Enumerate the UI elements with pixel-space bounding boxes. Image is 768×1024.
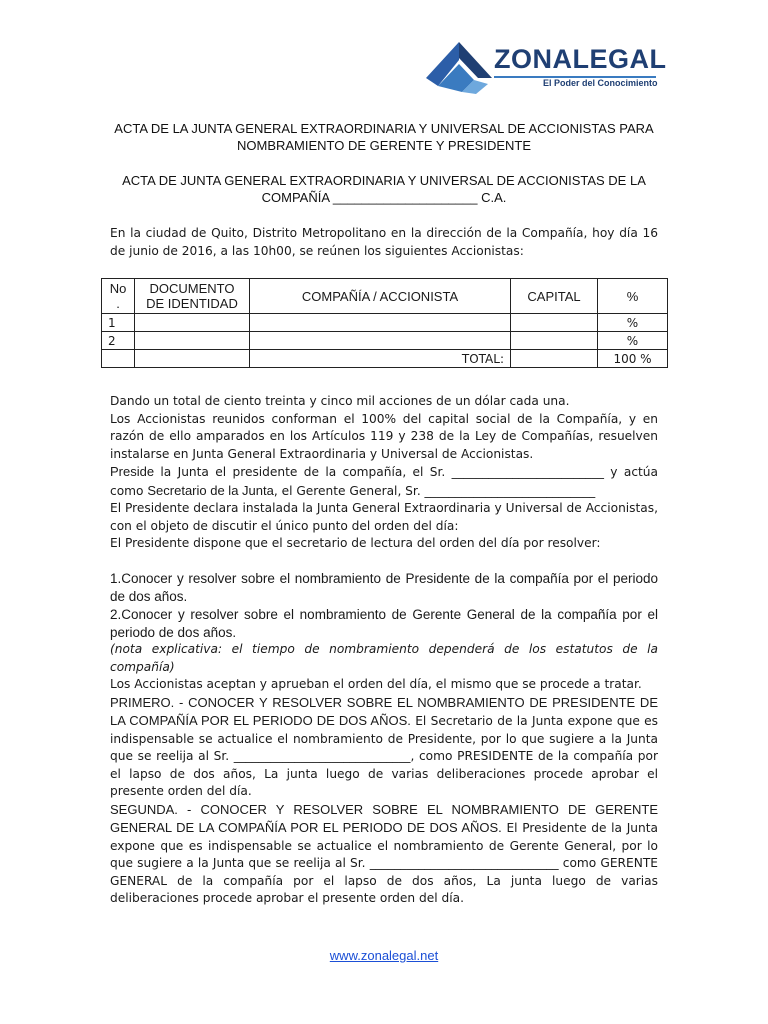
- secretario-label: Secretario de la Junta: [147, 482, 274, 498]
- logo-tagline: El Poder del Conocimiento: [543, 78, 658, 88]
- cell-no: 2: [102, 332, 135, 350]
- header-no: No .: [102, 279, 135, 314]
- total-percent: 100 %: [598, 350, 668, 368]
- cell-percent: %: [598, 314, 668, 332]
- table-row: [102, 332, 668, 350]
- sub-title-line1: ACTA DE JUNTA GENERAL EXTRAORDINARIA Y UNIVERSAL DE ACCIONISTAS DE LA: [122, 173, 646, 188]
- footer: [0, 948, 768, 963]
- accept-text: Los Accionistas aceptan y aprueban el orden del día, el mismo que se procede a tratar.: [110, 677, 642, 691]
- table-header-row: [102, 279, 668, 314]
- primero-body: El Secretario de la Junta expone que es indispensable se actualice el nombramiento de Presidente, por lo que sugiere a la Junta que se reelija al Sr. _____________________________, como PRESIDENTE de la compañía por el lapso de dos años, La junta luego de varias deliberaciones procede aprobar el presente orden del día.: [110, 714, 658, 798]
- cell-company: [250, 314, 511, 332]
- preside-text: la Junta el presidente de la compañía, el Sr. _________________________ y actúa como: [110, 465, 658, 498]
- agenda-item-1: 1.Conocer y resolver sobre el nombramiento de Presidente de la compañía por el periodo de dos años.: [110, 571, 658, 604]
- segunda-heading: SEGUNDA. - CONOCER Y RESOLVER SOBRE EL NOMBRAMIENTO DE GERENTE GENERAL DE LA COMPAÑÍA POR EL PERIODO DE DOS AÑOS.: [110, 801, 658, 835]
- cell-empty: [135, 350, 250, 368]
- header-company: COMPAÑÍA / ACCIONISTA: [250, 279, 511, 314]
- body-p2: Los Accionistas reunidos conforman el 100% del capital social de la Compañía, y en razón de ello amparados en los Artículos 119 y 238 de la Ley de Compañías, resuelven instalarse en Junta General Extraordinaria y Universal de Accionistas.: [110, 411, 658, 461]
- cell-no: 1: [102, 314, 135, 332]
- body-section: [110, 393, 658, 553]
- preside-label: Preside: [110, 464, 155, 479]
- header-document: DOCUMENTO DE IDENTIDAD: [135, 279, 250, 314]
- explanatory-note: (nota explicativa: el tiempo de nombramiento dependerá de los estatutos de la compañía): [110, 642, 658, 674]
- table-total-row: [102, 350, 668, 368]
- cell-company: [250, 332, 511, 350]
- cell-empty: [102, 350, 135, 368]
- logo-name: ZONALEGAL: [494, 44, 667, 74]
- table-row: [102, 314, 668, 332]
- cell-capital: [511, 332, 598, 350]
- company-logo: [424, 40, 667, 96]
- secretario-text: , el Gerente General, Sr. ____________________________: [273, 483, 596, 498]
- main-title: [100, 120, 668, 154]
- agenda-item-2: 2.Conocer y resolver sobre el nombramiento de Gerente General de la compañía por el periodo de dos años.: [110, 607, 658, 640]
- zonalegal-logo-icon: [424, 40, 494, 96]
- cell-empty: [511, 350, 598, 368]
- sub-title-line2: COMPAÑÍA ____________________ C.A.: [261, 190, 507, 205]
- main-title-line2: NOMBRAMIENTO DE GERENTE Y PRESIDENTE: [237, 138, 531, 153]
- body-p1: Dando un total de ciento treinta y cinco mil acciones de un dólar cada una.: [110, 394, 570, 408]
- primero-heading: PRIMERO. - CONOCER Y RESOLVER SOBRE EL NOMBRAMIENTO DE PRESIDENTE DE LA COMPAÑÍA POR EL PERIODO DE DOS AÑOS.: [110, 694, 658, 728]
- sub-title: [100, 172, 668, 206]
- main-title-line1: ACTA DE LA JUNTA GENERAL EXTRAORDINARIA Y UNIVERSAL DE ACCIONISTAS PARA: [114, 121, 654, 136]
- intro-text: En la ciudad de Quito, Distrito Metropolitano en la dirección de la Compañía, hoy día 16 de junio de 2016, a las 10h00, se reúnen los siguientes Accionistas:: [110, 226, 658, 258]
- body-p5: El Presidente dispone que el secretario de lectura del orden del día por resolver:: [110, 536, 601, 550]
- website-link[interactable]: www.zonalegal.net: [329, 948, 439, 963]
- total-label: TOTAL:: [250, 350, 511, 368]
- resolution-segunda: [110, 801, 658, 908]
- header-percent: %: [598, 279, 668, 314]
- shareholders-table: [101, 278, 668, 368]
- resolution-primero: [110, 694, 658, 801]
- cell-percent: %: [598, 332, 668, 350]
- cell-document: [135, 314, 250, 332]
- resolutions-section: [110, 641, 658, 908]
- intro-paragraph: [110, 225, 658, 260]
- body-p3: [110, 463, 658, 500]
- agenda-items: [110, 570, 658, 642]
- body-p4: El Presidente declara instalada la Junta General Extraordinaria y Universal de Accionistas, con el objeto de discutir el único punto del orden del día:: [110, 501, 658, 533]
- cell-capital: [511, 314, 598, 332]
- header-capital: CAPITAL: [511, 279, 598, 314]
- cell-document: [135, 332, 250, 350]
- segunda-body: El Presidente de la Junta expone que es indispensable se actualice el nombramiento de Gerente General, por lo que sugiere a la Junta que se reelija al Sr. _______________________________ como GERENTE GENERAL de la compañía por el lapso de dos años, La junta luego de varias deliberaciones procede aprobar el presente orden del día.: [110, 821, 658, 905]
